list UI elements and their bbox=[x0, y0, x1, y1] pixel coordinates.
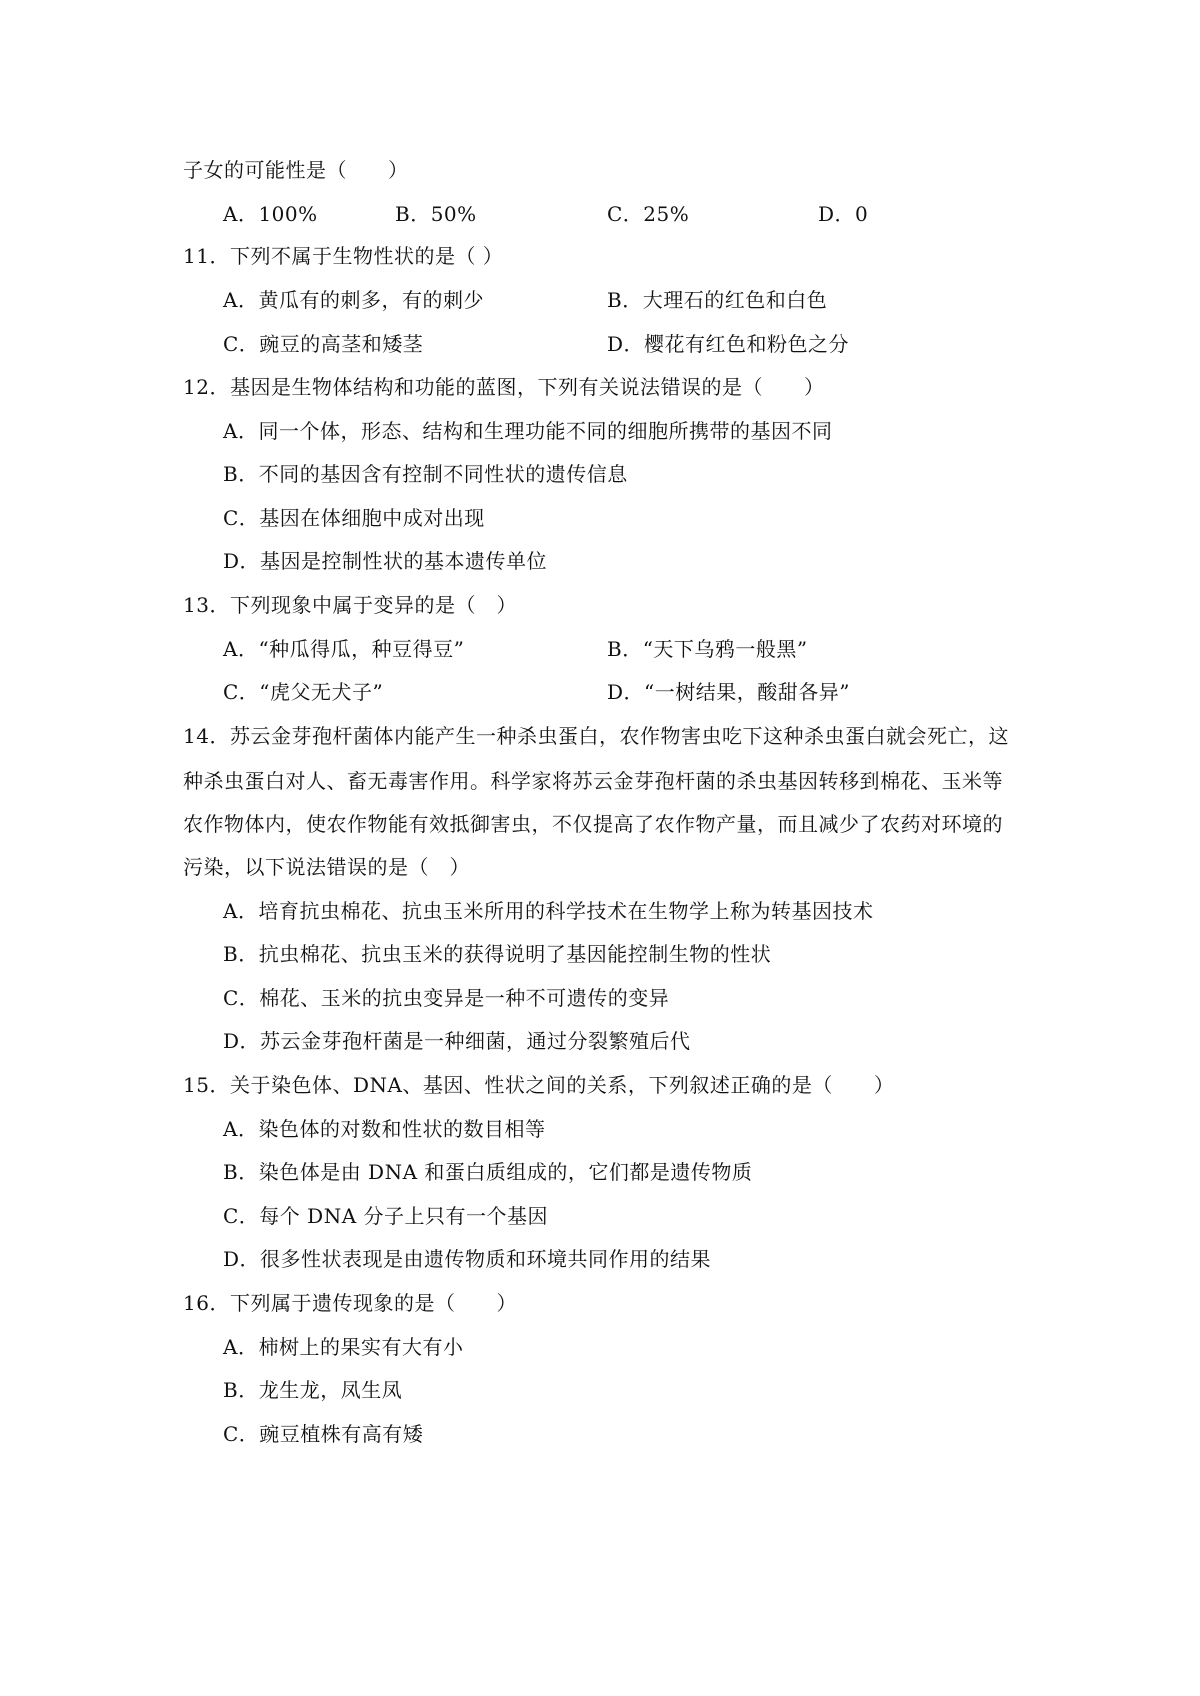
q11-option-a: A．黄瓜有的刺多，有的刺少 bbox=[223, 288, 484, 312]
q12-option-c: C．基因在体细胞中成对出现 bbox=[223, 506, 485, 530]
q10-option-c: C．25% bbox=[607, 202, 690, 226]
q13-option-c: C．“虎父无犬子” bbox=[223, 680, 384, 704]
q14-option-c: C．棉花、玉米的抗虫变异是一种不可遗传的变异 bbox=[223, 986, 670, 1010]
question-10-stem-tail: 子女的可能性是（ ） bbox=[183, 158, 409, 182]
q14-option-b: B．抗虫棉花、抗虫玉米的获得说明了基因能控制生物的性状 bbox=[223, 942, 772, 966]
q14-option-d: D．苏云金芽孢杆菌是一种细菌，通过分裂繁殖后代 bbox=[223, 1029, 691, 1053]
question-13-stem: 13．下列现象中属于变异的是（ ） bbox=[183, 593, 517, 617]
q16-option-b: B．龙生龙，凤生凤 bbox=[223, 1378, 403, 1402]
q15-option-b: B．染色体是由 DNA 和蛋白质组成的，它们都是遗传物质 bbox=[223, 1160, 753, 1184]
question-14-stem-line-3: 农作物体内，使农作物能有效抵御害虫，不仅提高了农作物产量，而且减少了农药对环境的 bbox=[183, 812, 1003, 836]
q12-option-d: D．基因是控制性状的基本遗传单位 bbox=[223, 549, 548, 573]
q13-option-b: B．“天下乌鸦一般黑” bbox=[607, 637, 808, 661]
q12-option-b: B．不同的基因含有控制不同性状的遗传信息 bbox=[223, 462, 628, 486]
question-16-stem: 16．下列属于遗传现象的是（ ） bbox=[183, 1291, 517, 1315]
q14-option-a: A．培育抗虫棉花、抗虫玉米所用的科学技术在生物学上称为转基因技术 bbox=[223, 899, 874, 923]
question-11-stem: 11．下列不属于生物性状的是（ ） bbox=[183, 244, 504, 268]
q11-option-c: C．豌豆的高茎和矮茎 bbox=[223, 332, 424, 356]
q15-option-c: C．每个 DNA 分子上只有一个基因 bbox=[223, 1204, 548, 1228]
q10-option-b: B．50% bbox=[395, 202, 477, 226]
q16-option-c: C．豌豆植株有高有矮 bbox=[223, 1422, 424, 1446]
q16-option-a: A．柿树上的果实有大有小 bbox=[223, 1335, 464, 1359]
q12-option-a: A．同一个体，形态、结构和生理功能不同的细胞所携带的基因不同 bbox=[223, 419, 833, 443]
question-14-stem-line-2: 种杀虫蛋白对人、畜无毒害作用。科学家将苏云金芽孢杆菌的杀虫基因转移到棉花、玉米等 bbox=[183, 769, 1003, 793]
q10-option-a: A．100% bbox=[223, 202, 318, 226]
q15-option-a: A．染色体的对数和性状的数目相等 bbox=[223, 1117, 546, 1141]
question-14-stem-line-4: 污染，以下说法错误的是（ ） bbox=[183, 855, 470, 879]
question-15-stem: 15．关于染色体、DNA、基因、性状之间的关系，下列叙述正确的是（ ） bbox=[183, 1073, 895, 1097]
question-14-stem-line-1: 14．苏云金芽孢杆菌体内能产生一种杀虫蛋白，农作物害虫吃下这种杀虫蛋白就会死亡，这 bbox=[183, 724, 1009, 748]
q10-option-d: D．0 bbox=[818, 202, 869, 226]
q11-option-b: B．大理石的红色和白色 bbox=[607, 288, 828, 312]
q11-option-d: D．樱花有红色和粉色之分 bbox=[607, 332, 850, 356]
q13-option-d: D．“一树结果，酸甜各异” bbox=[607, 680, 850, 704]
q13-option-a: A．“种瓜得瓜，种豆得豆” bbox=[223, 637, 465, 661]
question-12-stem: 12．基因是生物体结构和功能的蓝图，下列有关说法错误的是（ ） bbox=[183, 375, 825, 399]
q15-option-d: D．很多性状表现是由遗传物质和环境共同作用的结果 bbox=[223, 1247, 712, 1271]
